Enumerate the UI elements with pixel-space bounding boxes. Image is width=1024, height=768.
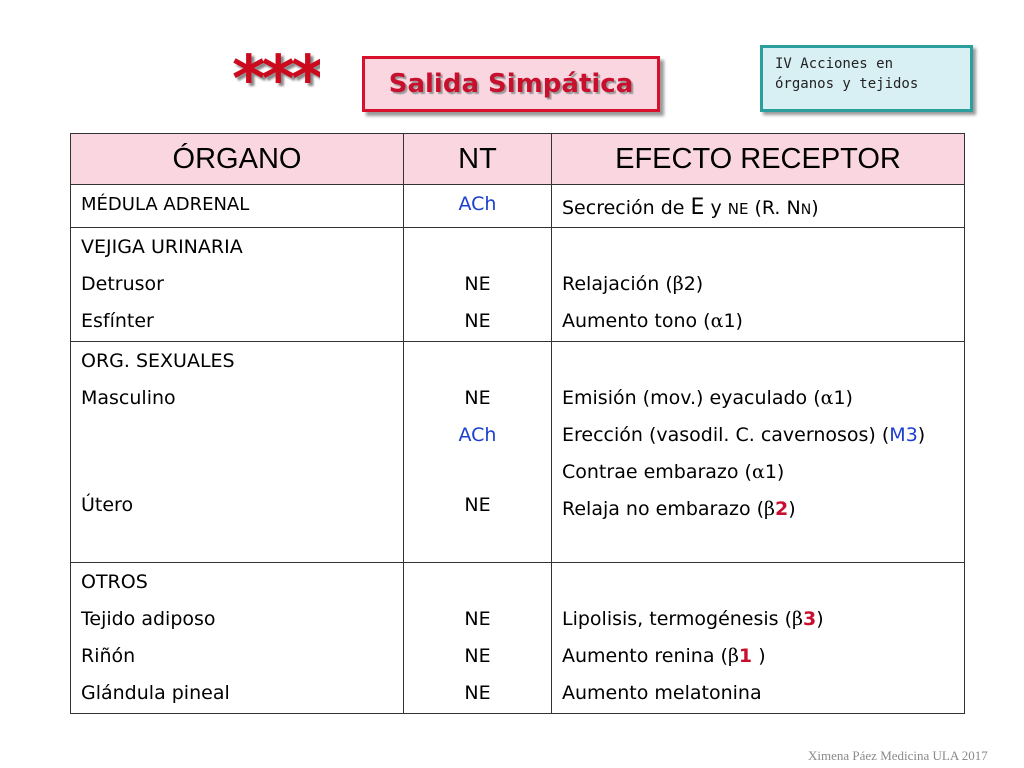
footer-credit: Ximena Páez Medicina ULA 2017: [808, 748, 988, 763]
nt-blank: [414, 564, 541, 601]
nt-medula-adrenal: ACh: [458, 193, 497, 215]
organ-detrusor: Detrusor: [81, 273, 164, 295]
organ-group-otros: OTROS: [81, 571, 148, 593]
effect-text: Secreción de: [562, 197, 691, 219]
effect-text: Erección (vasodil. C. cavernosos) (: [562, 424, 890, 446]
effect-text: 1): [833, 387, 853, 409]
column-header-organo: ÓRGANO: [71, 134, 404, 185]
organ-cell: [71, 342, 404, 563]
decorative-stars: ***: [232, 50, 321, 106]
effect-text: 1): [764, 461, 785, 483]
effect-cell: [552, 185, 965, 228]
section-note-line-1: IV Acciones en: [775, 56, 894, 72]
spacer: [81, 417, 393, 487]
table-header-row: [71, 134, 965, 185]
nt-cell: [404, 228, 552, 342]
effect-text: (R. N: [748, 197, 801, 219]
spacer: [414, 454, 541, 487]
nt-blank: [414, 343, 541, 380]
beta-symbol: β: [792, 608, 804, 630]
nt-esfinter: NE: [464, 310, 491, 332]
nt-blank: [414, 229, 541, 266]
nt-cell: [404, 563, 552, 714]
effect-m3: M3: [889, 424, 918, 446]
effect-masculino-2: [562, 417, 954, 454]
effect-subscript: N: [800, 202, 812, 218]
organ-rinon: Riñón: [81, 645, 136, 667]
effect-masculino-1: [562, 380, 954, 417]
organ-cell: [71, 228, 404, 342]
organ-group-sexuales: ORG. SEXUALES: [81, 350, 235, 372]
organ-glandula-pineal: Glándula pineal: [81, 682, 230, 704]
effect-glandula-pineal: Aumento melatonina: [562, 682, 762, 704]
effect-blank: [562, 343, 954, 380]
table-row-otros: [71, 563, 965, 714]
effect-blank: [562, 564, 954, 601]
effect-detrusor: [562, 266, 954, 303]
effect-text: Relaja no embarazo (: [562, 498, 765, 520]
nt-rinon: NE: [464, 645, 491, 667]
effect-medula-adrenal: [562, 186, 954, 226]
effect-text: ): [811, 197, 819, 219]
effect-rinon: [562, 638, 954, 675]
column-header-nt: NT: [404, 134, 552, 185]
effect-text: y: [704, 197, 728, 219]
effect-text: 2): [683, 273, 704, 295]
section-note-line-2: órganos y tejidos: [775, 76, 919, 92]
effect-text: ): [816, 608, 824, 630]
organ-utero: Útero: [81, 494, 134, 516]
alpha-symbol: α: [751, 461, 765, 483]
organ-tejido-adiposo: Tejido adiposo: [81, 608, 216, 630]
beta-symbol: β: [727, 645, 739, 667]
organ-cell: [71, 185, 404, 228]
effect-number-red: 1: [738, 645, 753, 667]
nt-masculino-2: ACh: [458, 424, 497, 446]
effect-text: Lipolisis, termogénesis (: [562, 608, 793, 630]
effect-text: ): [752, 645, 766, 667]
alpha-symbol: α: [710, 310, 724, 332]
effect-text: ): [917, 424, 926, 446]
effect-E: E: [690, 195, 705, 220]
effect-text: Contrae embarazo (: [562, 461, 752, 483]
nt-masculino-1: NE: [464, 387, 491, 409]
organ-cell: [71, 563, 404, 714]
effect-text: Aumento renina (: [562, 645, 728, 667]
organ-masculino: Masculino: [81, 387, 176, 409]
effect-text: Relajación (: [562, 273, 673, 295]
effect-NE: NE: [727, 200, 749, 218]
effect-text: Emisión (mov.) eyaculado (: [562, 387, 821, 409]
actions-table: [70, 133, 965, 714]
effect-tejido-adiposo: [562, 601, 954, 638]
title-box: [362, 56, 660, 112]
effect-esfinter: [562, 303, 954, 340]
alpha-symbol: α: [820, 387, 834, 409]
nt-tejido-adiposo: NE: [464, 608, 491, 630]
organ-esfinter: Esfínter: [81, 310, 154, 332]
nt-detrusor: NE: [464, 273, 491, 295]
effect-text: ): [788, 498, 796, 520]
table-row-medula-adrenal: [71, 185, 965, 228]
table-row-vejiga-urinaria: [71, 228, 965, 342]
organ-medula-adrenal: MÉDULA ADRENAL: [81, 194, 250, 215]
effect-number-red: 3: [803, 608, 817, 630]
effect-utero-2: [562, 491, 954, 528]
effect-cell: [552, 228, 965, 342]
column-header-efecto: EFECTO RECEPTOR: [552, 134, 965, 185]
table-row-org-sexuales: [71, 342, 965, 563]
effect-text: Aumento tono (: [562, 310, 711, 332]
organ-group-vejiga: VEJIGA URINARIA: [81, 236, 243, 258]
nt-glandula-pineal: NE: [464, 682, 491, 704]
effect-number-red: 2: [775, 498, 789, 520]
beta-symbol: β: [672, 273, 684, 295]
effect-utero-1: [562, 454, 954, 491]
nt-cell: [404, 185, 552, 228]
effect-cell: [552, 563, 965, 714]
beta-symbol: β: [764, 498, 776, 520]
effect-cell: [552, 342, 965, 563]
nt-utero: NE: [464, 494, 491, 516]
nt-cell: [404, 342, 552, 563]
slide-title: Salida Simpática: [388, 69, 634, 99]
effect-text: 1): [723, 310, 743, 332]
section-note-box: [760, 45, 973, 112]
organ-blank: [81, 524, 393, 561]
effect-blank: [562, 229, 954, 266]
